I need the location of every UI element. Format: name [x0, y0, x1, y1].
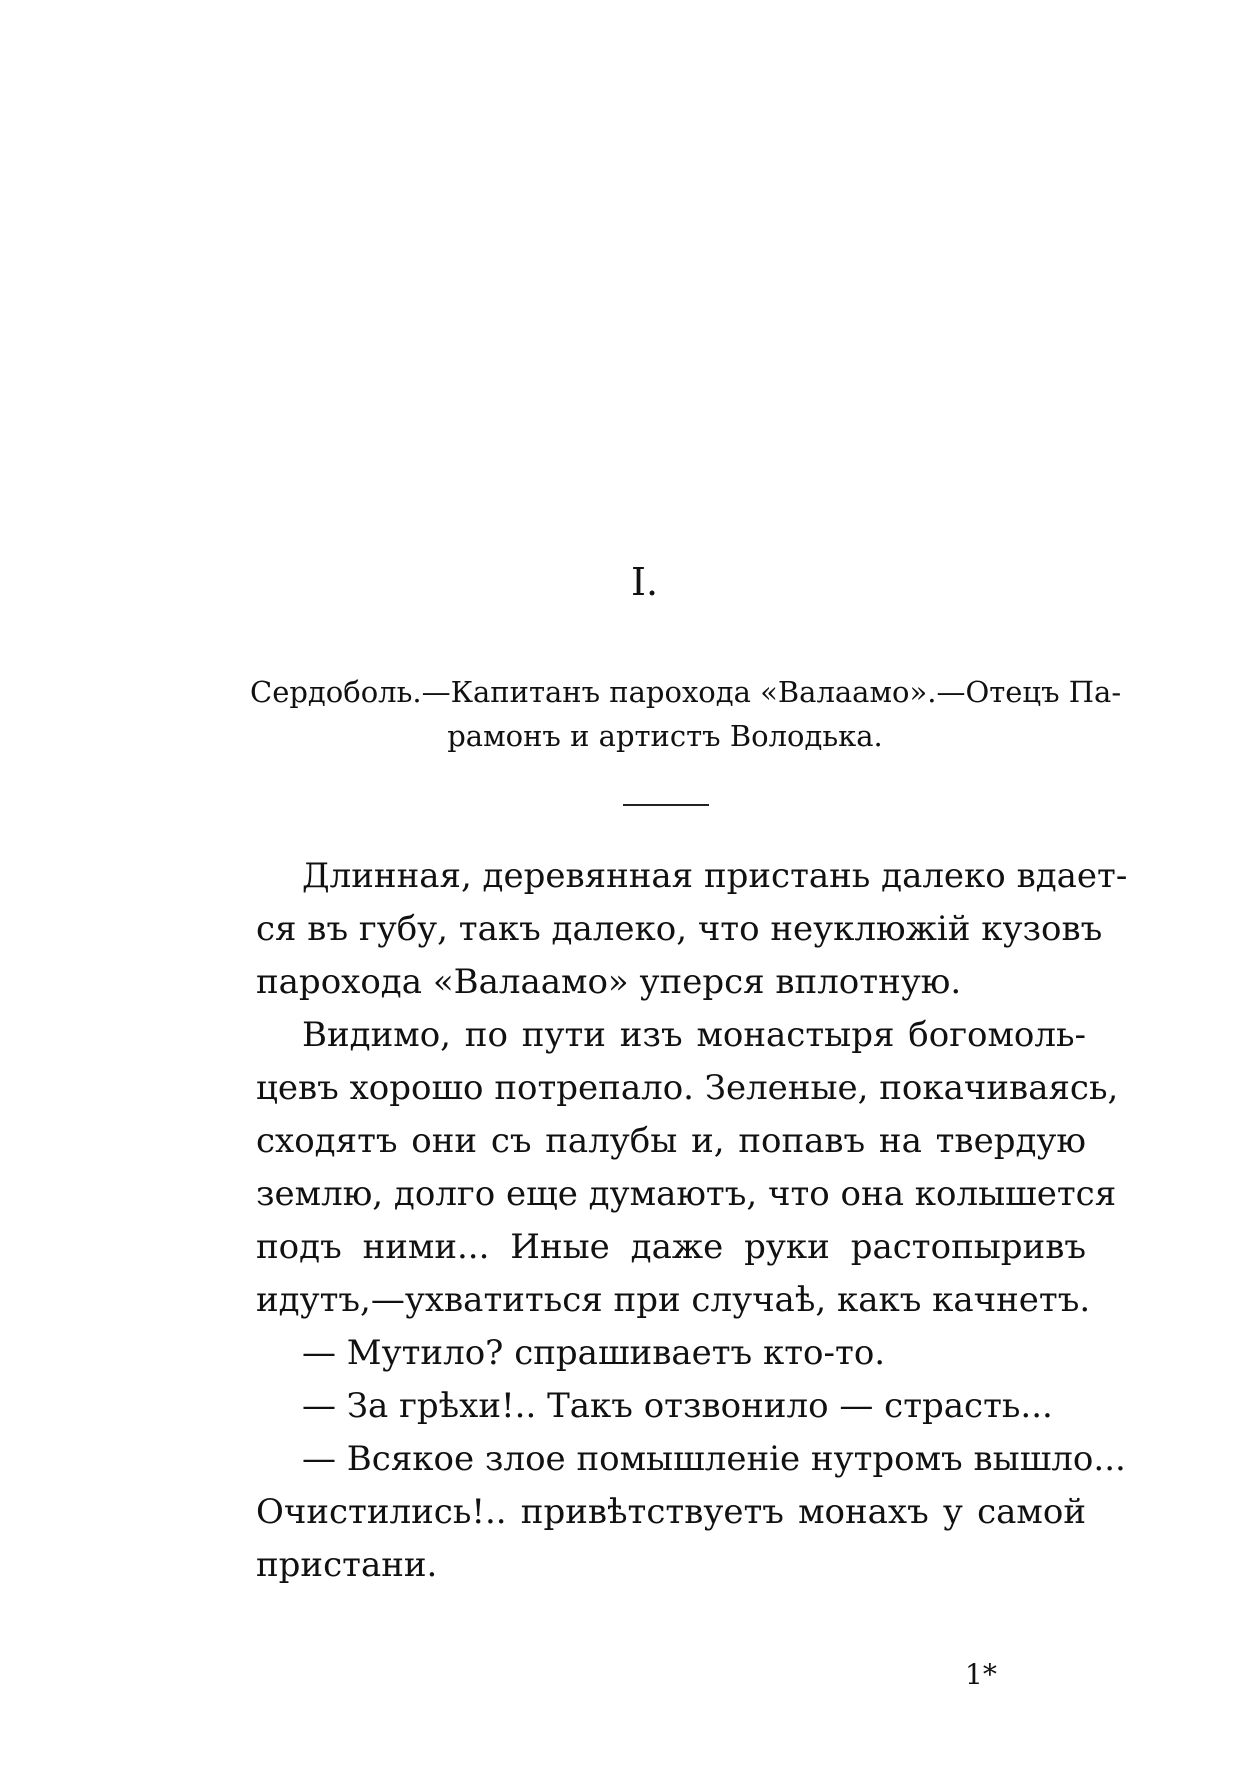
text-line: идутъ,—ухватиться при случаѣ, какъ качнетъ. — [256, 1280, 1091, 1320]
text-line: сходятъ они съ палубы и, попавъ на твердую — [256, 1121, 1086, 1161]
body-text — [256, 850, 1128, 1592]
paragraph — [256, 1009, 1119, 1327]
text-line: Длинная, деревянная пристань далеко вдает- — [302, 856, 1128, 896]
text-line: — Мутило? спрашиваетъ кто-то. — [302, 1333, 886, 1373]
text-line: цевъ хорошо потрепало. Зеленые, покачиваясь, — [256, 1068, 1119, 1108]
paragraph — [256, 1433, 1126, 1592]
text-line: Видимо, по пути изъ монастыря богомоль- — [302, 1015, 1086, 1055]
chapter-subtitle-line: рамонъ и артистъ Володька. — [447, 719, 883, 754]
text-line: ся въ губу, такъ далеко, что неуклюжій кузовъ — [256, 909, 1103, 949]
paragraph — [256, 850, 1128, 1009]
text-line: пристани. — [256, 1545, 438, 1585]
text-line: землю, долго еще думаютъ, что она колышется — [256, 1174, 1117, 1214]
chapter-subtitle — [250, 670, 1122, 758]
paragraph — [256, 1380, 1086, 1433]
chapter-subtitle-line: Сердоболь.—Капитанъ парохода «Валаамо».—Отецъ Па- — [250, 675, 1122, 709]
paragraph — [256, 1327, 1086, 1380]
text-line: Очистились!.. привѣтствуетъ монахъ у самой — [256, 1492, 1086, 1532]
text-line: — За грѣхи!.. Такъ отзвонило — страсть... — [302, 1386, 1053, 1426]
chapter-number: I. — [630, 560, 659, 604]
text-line: парохода «Валаамо» уперся вплотную. — [256, 962, 962, 1002]
section-divider — [623, 804, 709, 806]
text-line: — Всякое злое помышленіе нутромъ вышло... — [302, 1439, 1126, 1479]
page-signature: 1* — [965, 1658, 997, 1691]
text-line: подъ ними... Иные даже руки растопыривъ — [256, 1227, 1086, 1267]
